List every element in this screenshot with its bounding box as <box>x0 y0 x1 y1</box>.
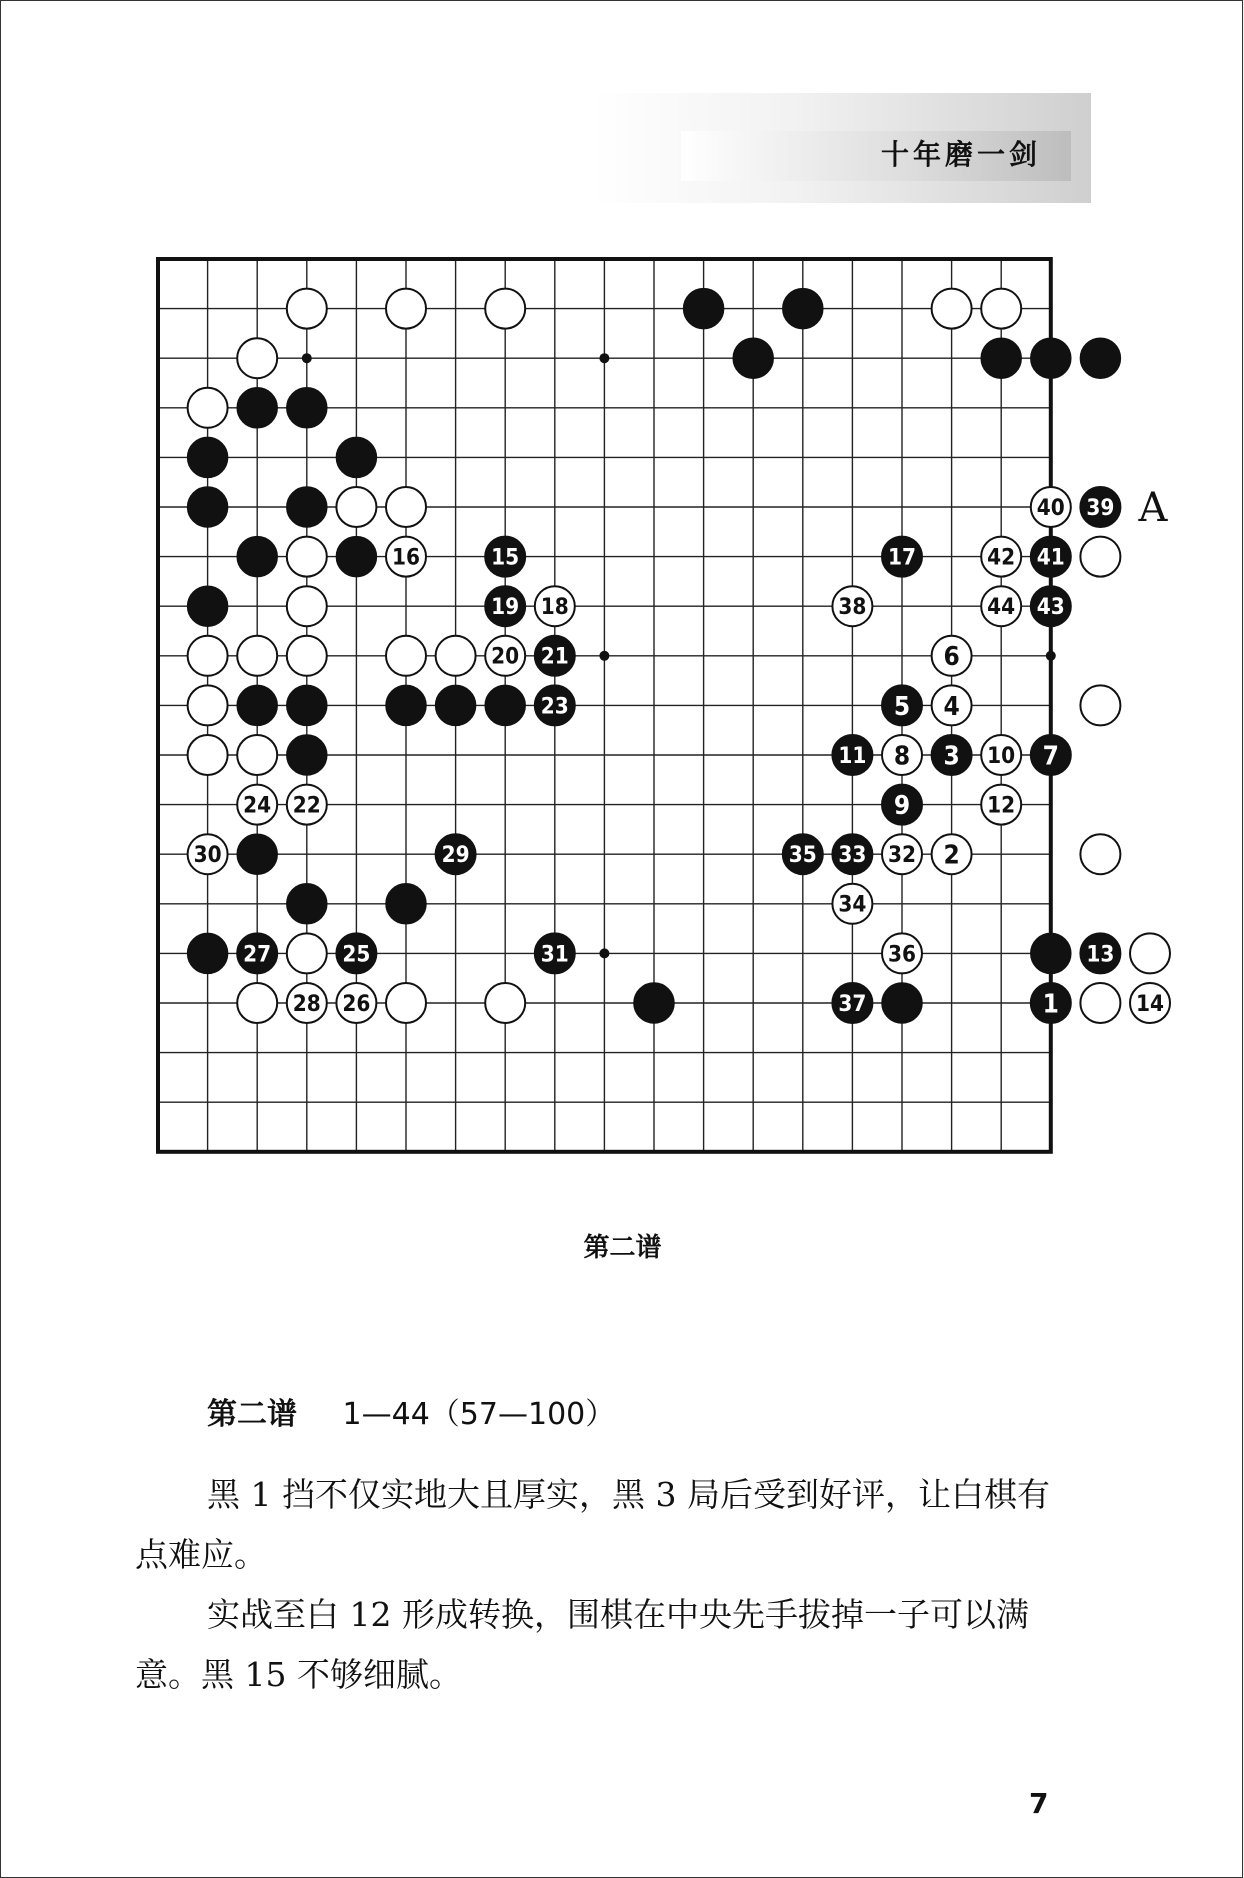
white-stone <box>237 636 277 676</box>
move-number-label: 43 <box>1036 595 1065 621</box>
black-stone <box>237 685 277 725</box>
black-stone <box>436 685 476 725</box>
white-stone <box>237 735 277 775</box>
star-point <box>599 353 609 363</box>
move-number-label: 15 <box>491 545 520 571</box>
black-stone <box>386 685 426 725</box>
move-number-label: 26 <box>342 991 371 1017</box>
move-number-label: 42 <box>987 545 1016 571</box>
move-number-label: 12 <box>987 793 1016 819</box>
white-stone <box>436 636 476 676</box>
white-stone <box>336 487 376 527</box>
move-number-label: 39 <box>1086 495 1115 521</box>
black-stone <box>634 983 674 1023</box>
move-number-label: 14 <box>1136 991 1164 1017</box>
move-number-label: 41 <box>1036 545 1065 571</box>
commentary-paragraph-1: 黑 1 挡不仅实地大且厚实，黑 3 局后受到好评，让白棋有点难应。 <box>135 1475 1050 1574</box>
black-stone <box>882 983 922 1023</box>
black-stone <box>237 834 277 874</box>
star-point <box>599 948 609 958</box>
move-number-label: 7 <box>1042 741 1059 772</box>
black-stone <box>287 388 327 428</box>
annotation-label-a: A <box>1138 485 1168 531</box>
move-number-label: 37 <box>838 991 867 1017</box>
black-stone <box>1031 933 1071 973</box>
white-stone <box>932 289 972 329</box>
move-number-label: 20 <box>491 644 520 670</box>
black-stone <box>1031 338 1071 378</box>
section-moves-range: 1—44（57—100） <box>342 1397 616 1432</box>
black-stone <box>336 437 376 477</box>
move-number-label: 9 <box>893 790 911 821</box>
move-number-label: 6 <box>943 642 960 673</box>
black-stone <box>188 437 228 477</box>
go-board-diagram <box>155 256 1168 1158</box>
white-stone <box>386 289 426 329</box>
white-stone <box>188 735 228 775</box>
white-stone <box>1130 933 1170 973</box>
black-stone <box>733 338 773 378</box>
move-number-label: 22 <box>292 793 321 819</box>
black-stone <box>237 537 277 577</box>
move-number-label: 21 <box>540 644 569 670</box>
white-stone <box>287 289 327 329</box>
move-number-label: 16 <box>392 545 420 571</box>
move-number-label: 35 <box>788 843 817 869</box>
move-number-label: 34 <box>838 892 867 918</box>
commentary-paragraph-2: 实战至白 12 形成转换，围棋在中央先手拔掉一子可以满意。黑 15 不够细腻。 <box>135 1595 1029 1694</box>
white-stone <box>386 983 426 1023</box>
move-number-label: 13 <box>1086 942 1115 968</box>
move-number-label: 31 <box>540 942 569 968</box>
white-stone <box>237 338 277 378</box>
white-stone <box>485 289 525 329</box>
move-number-label: 10 <box>987 743 1016 769</box>
move-number-label: 11 <box>838 743 867 769</box>
move-number-label: 18 <box>540 595 569 621</box>
move-number-label: 17 <box>888 545 916 571</box>
move-number-label: 27 <box>243 942 272 968</box>
black-stone <box>287 735 327 775</box>
move-number-label: 28 <box>292 991 321 1017</box>
black-stone <box>386 884 426 924</box>
white-stone <box>237 983 277 1023</box>
black-stone <box>1080 338 1120 378</box>
move-number-label: 38 <box>838 595 867 621</box>
white-stone <box>485 983 525 1023</box>
black-stone <box>287 487 327 527</box>
black-stone <box>188 586 228 626</box>
white-stone <box>1080 685 1120 725</box>
star-point <box>302 353 312 363</box>
move-number-label: 3 <box>943 741 960 772</box>
white-stone <box>287 933 327 973</box>
move-number-label: 40 <box>1036 495 1065 521</box>
white-stone <box>981 289 1021 329</box>
move-number-label: 44 <box>987 595 1016 621</box>
black-stone <box>336 537 376 577</box>
white-stone <box>287 586 327 626</box>
move-number-label: 24 <box>243 793 272 819</box>
star-point <box>1046 651 1056 661</box>
black-stone <box>188 933 228 973</box>
white-stone <box>287 636 327 676</box>
move-number-label: 32 <box>888 843 916 869</box>
white-stone <box>1080 834 1120 874</box>
move-number-label: 23 <box>540 694 569 720</box>
white-stone <box>188 685 228 725</box>
move-number-label: 33 <box>838 843 867 869</box>
move-number-label: 30 <box>193 843 222 869</box>
move-number-label: 25 <box>342 942 371 968</box>
star-point <box>599 651 609 661</box>
diagram-caption: 第二谱 <box>583 1233 662 1263</box>
section-title <box>207 1389 615 1433</box>
black-stone <box>188 487 228 527</box>
black-stone <box>485 685 525 725</box>
black-stone <box>981 338 1021 378</box>
black-stone <box>287 884 327 924</box>
running-head-title: 十年磨一剑 <box>881 138 1042 171</box>
section-title-label: 第二谱 <box>207 1397 297 1432</box>
white-stone <box>188 388 228 428</box>
black-stone <box>783 289 823 329</box>
move-number-label: 2 <box>943 840 960 871</box>
move-number-label: 8 <box>893 741 911 772</box>
move-number-label: 29 <box>441 843 470 869</box>
move-number-label: 4 <box>943 691 960 722</box>
move-number-label: 5 <box>893 691 911 722</box>
page-number: 7 <box>1029 1787 1049 1820</box>
black-stone <box>237 388 277 428</box>
move-number-label: 1 <box>1042 989 1059 1020</box>
move-number-label: 19 <box>491 595 520 621</box>
white-stone <box>386 636 426 676</box>
white-stone <box>1080 983 1120 1023</box>
white-stone <box>188 636 228 676</box>
white-stone <box>287 537 327 577</box>
move-number-label: 36 <box>888 942 916 968</box>
white-stone <box>386 487 426 527</box>
black-stone <box>684 289 724 329</box>
white-stone <box>1080 537 1120 577</box>
black-stone <box>287 685 327 725</box>
